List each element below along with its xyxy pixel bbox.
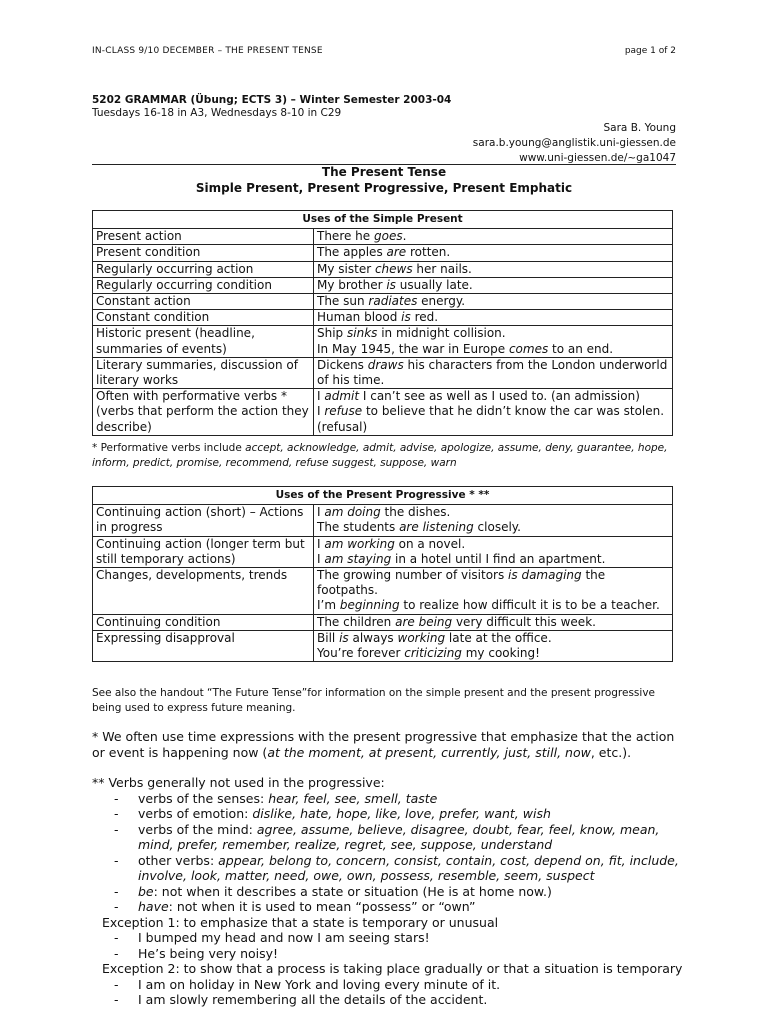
running-header-title: IN-CLASS 9/10 DECEMBER – THE PRESENT TENSE — [92, 46, 323, 56]
table-row — [93, 294, 673, 310]
text-run: My brother — [317, 277, 387, 292]
italic-text: appear, belong to, concern, consist, contain, cost, depend on, fit, include, involve, look, matter, need, owe, own, possess, resemble, seem, suspect — [138, 852, 679, 883]
text-run: energy. — [417, 294, 466, 309]
table-row — [93, 505, 673, 536]
table-row — [93, 357, 673, 388]
text-run: The sun — [317, 294, 369, 309]
example-cell — [314, 357, 673, 388]
course-times: Tuesdays 16-18 in A3, Wednesdays 8-10 in C29 — [92, 107, 342, 119]
text-run: I bumped my head and now I am seeing stars! — [138, 930, 430, 945]
use-cell: Historic present (headline, summaries of events) — [93, 326, 314, 357]
future-tense-note: See also the handout “The Future Tense”for information on the simple present and the present progressive being used to express future meaning. — [92, 687, 655, 714]
example-cell — [314, 505, 673, 536]
text-run: in midnight collision. — [377, 326, 506, 341]
table-row — [93, 261, 673, 277]
text-run: : not when it describes a state or situation (He is at home now.) — [153, 883, 552, 899]
text-run: I — [317, 505, 325, 520]
table-row — [93, 536, 673, 567]
text-run: * Performative verbs include — [92, 442, 246, 454]
table-row — [93, 229, 673, 245]
text-run: Exception 2: to show that a process is taking place gradually or that a situation is temporary — [102, 961, 683, 976]
italic-text: chews — [374, 261, 413, 276]
text-run: Bill — [317, 630, 340, 645]
text-run: I’m — [317, 598, 340, 613]
document-title: The Present Tense — [321, 165, 447, 179]
list-item — [92, 992, 692, 1008]
italic-text: agree, assume, believe, disagree, doubt, fear, feel, know, mean, mind, prefer, remember, realize, regret, see, suppose, understand — [138, 821, 660, 852]
text-run: in a hotel until I find an apartment. — [391, 551, 606, 566]
text-run: verbs of the senses: — [138, 790, 269, 806]
text-run: very difficult this week. — [452, 614, 596, 629]
list-item — [92, 884, 692, 900]
text-run: closely. — [473, 520, 521, 535]
present-progressive-table — [92, 486, 673, 662]
contact-block — [473, 121, 676, 166]
example-cell — [314, 536, 673, 567]
exception-line — [92, 915, 692, 931]
text-run: Ship — [317, 326, 347, 341]
text-run: I — [317, 389, 325, 404]
italic-text: at the moment, at present, currently, just, still, now — [267, 745, 591, 760]
text-run: on a novel. — [394, 536, 466, 551]
list-item — [92, 806, 692, 822]
text-run: : not when it is used to mean “possess” or “own” — [168, 899, 476, 914]
italic-text: draws — [367, 357, 404, 372]
text-run: his characters from the London underworld of his time. — [317, 357, 668, 388]
table-row — [93, 389, 673, 436]
italic-text: is damaging — [508, 568, 582, 583]
use-cell: Continuing action (longer term but still temporary actions) — [93, 536, 314, 567]
italic-text: am working — [324, 536, 395, 551]
non-progressive-verbs — [92, 775, 692, 1008]
italic-text: sinks — [347, 326, 378, 341]
italic-text: am staying — [324, 551, 392, 566]
example-cell — [314, 568, 673, 615]
bullet-dash: - — [114, 883, 119, 899]
list-item — [92, 946, 692, 962]
italic-text: beginning — [339, 598, 400, 613]
italic-text: is — [386, 277, 396, 292]
text-run: red. — [410, 310, 439, 325]
use-cell: Constant action — [93, 294, 314, 310]
text-run: I can’t see as well as I used to. (an admission) — [359, 389, 640, 404]
text-run: The growing number of visitors — [317, 568, 509, 583]
text-run: You’re forever — [317, 646, 405, 661]
italic-text: accept, acknowledge, admit, advise, apologize, assume, deny, guarantee, hope, inform, predict, promise, recommend, refuse suggest, suppose, warn — [92, 442, 668, 469]
italic-text: radiates — [368, 294, 418, 309]
text-run: other verbs: — [138, 852, 219, 868]
text-run: usually late. — [395, 277, 473, 292]
text-run: The children — [317, 614, 396, 629]
italic-text: dislike, hate, hope, like, love, prefer, want, wish — [252, 806, 551, 821]
table-row — [93, 614, 673, 630]
instructor-email[interactable]: sara.b.young@anglistik.uni-giessen.de — [472, 137, 676, 149]
list-item — [92, 822, 692, 853]
use-cell: Present action — [93, 229, 314, 245]
italic-text: admit — [324, 389, 360, 404]
italic-text: are — [386, 245, 407, 260]
course-title: 5202 GRAMMAR (Übung; ECTS 3) – Winter Semester 2003-04 — [92, 94, 452, 106]
use-cell: Continuing action (short) – Actions in progress — [93, 505, 314, 536]
text-run: There he — [317, 229, 374, 244]
text-run: Exception 1: to emphasize that a state is temporary or unusual — [102, 914, 499, 930]
italic-text: be — [138, 883, 154, 899]
list-item — [92, 930, 692, 946]
bullet-dash: - — [114, 930, 119, 945]
text-run: * We often use time expressions with the present progressive that emphasize that the action or event is happening now ( — [92, 729, 675, 760]
example-cell — [314, 294, 673, 310]
use-cell: Present condition — [93, 245, 314, 261]
time-expressions-note — [92, 729, 682, 761]
use-cell: Literary summaries, discussion of literary works — [93, 357, 314, 388]
italic-text: are being — [395, 614, 453, 629]
table-row — [93, 326, 673, 357]
example-cell — [314, 614, 673, 630]
italic-text: am doing — [324, 505, 381, 520]
bullet-dash: - — [114, 992, 119, 1007]
table-row — [93, 310, 673, 326]
text-run: I — [317, 551, 325, 566]
example-cell — [314, 245, 673, 261]
text-run: to believe that he didn’t know the car was stolen. (refusal) — [317, 404, 665, 434]
text-run: Dickens — [317, 357, 368, 372]
text-run: to realize how difficult it is to be a teacher. — [399, 598, 660, 613]
use-cell: Regularly occurring action — [93, 261, 314, 277]
use-cell: Expressing disapproval — [93, 630, 314, 661]
list-item — [92, 899, 692, 915]
text-run: my cooking! — [461, 646, 540, 661]
table-heading: Uses of the Simple Present — [93, 211, 673, 229]
bullet-dash: - — [114, 852, 119, 868]
text-run: verbs of emotion: — [138, 806, 253, 821]
italic-text: criticizing — [404, 646, 462, 661]
performative-verbs-note — [92, 441, 682, 471]
table-row — [93, 630, 673, 661]
italic-text: goes — [374, 229, 403, 244]
bullet-dash: - — [114, 976, 119, 992]
text-run: to an end. — [548, 341, 614, 356]
text-run: My sister — [317, 261, 375, 276]
text-run: the dishes. — [380, 505, 451, 520]
exception-line — [92, 961, 692, 977]
list-item — [92, 853, 692, 884]
italic-text: comes — [508, 341, 549, 356]
instructor-website[interactable]: www.uni-giessen.de/~ga1047 — [519, 152, 676, 164]
text-run: I am slowly remembering all the details of the accident. — [138, 992, 488, 1007]
text-run: I — [317, 404, 325, 419]
text-run: , etc.). — [590, 745, 632, 760]
example-cell — [314, 310, 673, 326]
use-cell: Often with performative verbs * (verbs that perform the action they describe) — [93, 389, 314, 436]
use-cell: Changes, developments, trends — [93, 568, 314, 615]
use-cell: Regularly occurring condition — [93, 277, 314, 293]
italic-text: working — [397, 630, 446, 645]
italic-text: have — [138, 899, 169, 914]
example-cell — [314, 630, 673, 661]
italic-text: hear, feel, see, smell, taste — [268, 790, 438, 806]
italic-text: is — [401, 310, 411, 325]
text-run: I am on holiday in New York and loving every minute of it. — [138, 976, 501, 992]
text-run: late at the office. — [445, 630, 552, 645]
text-run: the footpaths. — [317, 568, 606, 598]
list-item — [92, 791, 692, 807]
table-row — [93, 245, 673, 261]
example-cell — [314, 277, 673, 293]
text-run: . — [402, 229, 407, 244]
example-cell — [314, 229, 673, 245]
page-number: page 1 of 2 — [624, 46, 676, 56]
text-run: always — [348, 630, 398, 645]
table-row — [93, 568, 673, 615]
table-heading: Uses of the Present Progressive * ** — [93, 487, 673, 505]
verb-list — [92, 791, 692, 1008]
text-run: her nails. — [412, 261, 472, 276]
bullet-dash: - — [114, 790, 119, 806]
example-cell — [314, 261, 673, 277]
use-cell: Continuing condition — [93, 614, 314, 630]
bullet-dash: - — [114, 899, 119, 914]
list-heading: ** Verbs generally not used in the progressive: — [92, 775, 385, 790]
bullet-dash: - — [114, 821, 119, 837]
document-subtitle: Simple Present, Present Progressive, Present Emphatic — [195, 181, 573, 195]
example-cell — [314, 389, 673, 436]
simple-present-table — [92, 210, 673, 436]
italic-text: is — [339, 630, 349, 645]
table-row — [93, 277, 673, 293]
italic-text: refuse — [324, 404, 363, 419]
example-cell — [314, 326, 673, 357]
bullet-dash: - — [114, 945, 119, 961]
text-run: Human blood — [317, 310, 402, 325]
text-run: I — [317, 536, 325, 551]
text-run: verbs of the mind: — [138, 821, 257, 837]
text-run: rotten. — [406, 245, 451, 260]
text-run: The students — [317, 520, 400, 535]
italic-text: are listening — [399, 520, 474, 535]
use-cell: Constant condition — [93, 310, 314, 326]
text-run: In May 1945, the war in Europe — [317, 341, 509, 356]
text-run: The apples — [317, 245, 387, 260]
instructor-name: Sara B. Young — [603, 122, 676, 134]
text-run: He’s being very noisy! — [138, 945, 279, 961]
list-item — [92, 977, 692, 993]
bullet-dash: - — [114, 806, 119, 821]
